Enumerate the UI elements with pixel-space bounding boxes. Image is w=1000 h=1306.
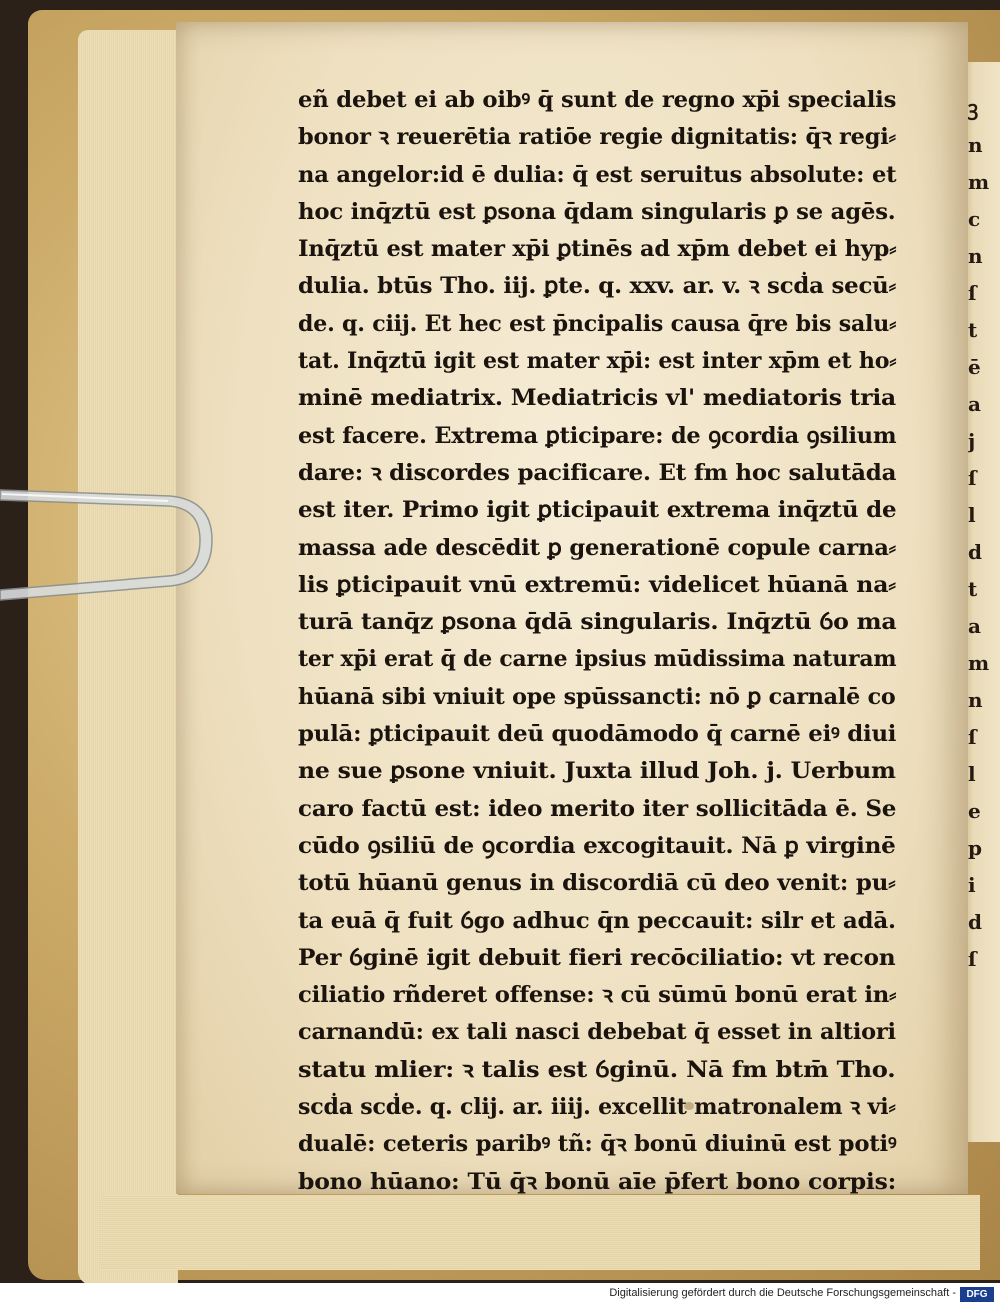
text-line: carnandū: ex tali nasci debebat q̄ esset in altiori [298, 1019, 896, 1046]
dfg-logo: DFG [960, 1287, 994, 1302]
text-line: est iter. Primo igit ꝑticipauit extrema inq̄ztū de [298, 497, 897, 524]
facing-page-fragment: n [968, 688, 983, 712]
text-line: Inq̄ztū est mater xp̄i ꝑtinēs ad xp̄m debet ei hyp⸗ [298, 236, 897, 263]
text-line: pulā: ꝑticipauit deū quodāmodo q̄ carnē eiꝰ diui [298, 721, 897, 748]
facing-page-fragment: i [968, 873, 976, 897]
facing-page-text [968, 90, 1000, 990]
facing-page-fragment: n [968, 133, 983, 157]
facing-page-fragment: ſ [968, 466, 977, 490]
facing-page-fragment: a [968, 392, 981, 416]
text-line: massa ade descēdit ꝑ generationē copule carna⸗ [298, 534, 896, 561]
text-line: totū hūanū genus in discordiā cū deo venit: pu⸗ [298, 870, 896, 897]
text-line: scḋa scḋe. q. clij. ar. iiij. excellit matronalem ꝛ vi⸗ [298, 1094, 896, 1121]
text-line: ta euā q̄ fuit ỽgo adhuc q̄n peccauit: silr et adā. [298, 907, 896, 934]
facing-page-fragment: d [968, 910, 982, 934]
text-line: bonor ꝛ reuerētia ratiōe regie dignitatis: q̄ꝛ regi⸗ [298, 124, 896, 151]
facing-page-fragment: l [968, 503, 976, 527]
facing-page-fragment: n [968, 244, 983, 268]
facing-page-fragment: ſ [968, 281, 977, 305]
text-line: eñ debet ei ab oibꝰ q̄ sunt de regno xp̄i specialis [298, 87, 897, 113]
facing-page-fragment: ē [968, 355, 981, 379]
text-line: lis ꝑticipauit vnū extremū: videlicet hūanā na⸗ [298, 571, 896, 598]
facing-page-fragment: m [968, 651, 990, 675]
text-line: dulia. btūs Tho. iij. ꝑte. q. xxv. ar. v. ꝛ scḋa secū⸗ [298, 273, 896, 300]
text-line: tat. Inq̄ztū igit est mater xp̄i: est inter xp̄m et ho⸗ [298, 348, 897, 375]
facing-page-fragment: t [968, 577, 978, 601]
facing-page-fragment: j [968, 429, 976, 453]
footer-credit: Digitalisierung gefördert durch die Deutsche Forschungsgemeinschaft - [609, 1287, 956, 1299]
facing-page-fragment: d [968, 540, 982, 564]
text-line: ter xp̄i erat q̄ de carne ipsius mūdissima naturam [298, 646, 897, 673]
page-edges-left [78, 30, 178, 1283]
text-line: hūanā sibi vniuit ope spūssancti: nō ꝑ carnalē co [298, 683, 896, 710]
footer-bar [0, 1283, 1000, 1306]
text-line: caro factū est: ideo merito iter sollicitāda ē. Se [298, 795, 897, 822]
facing-page-fragment: c [968, 207, 981, 231]
text-line: bono hūano: Tū q̄ꝛ bonū aīe p̄fert bono corpis: [298, 1168, 897, 1195]
facing-page-fragment: a [968, 614, 981, 638]
text-line: turā tanq̄z ꝑsona q̄dā singularis. Inq̄ztū ỽo ma [298, 609, 897, 636]
facing-page-fragment: t [968, 318, 978, 342]
plastic-clip-icon [0, 482, 215, 604]
text-line: ciliatio rñderet offense: ꝛ cū sūmū bonū erat in⸗ [298, 982, 897, 1009]
facing-page-fragment: ꝫ [968, 96, 979, 120]
facing-page-fragment: m [968, 170, 990, 194]
text-line: de. q. ciij. Et hec est p̄ncipalis causa q̄re bis salu⸗ [298, 310, 897, 337]
text-line: statu mlier: ꝛ talis est ỽginū. Nā fm btm̄ Tho. [298, 1056, 896, 1083]
printed-text-block [298, 82, 898, 1201]
facing-page-fragment: ſ [968, 725, 977, 749]
text-line: dualē: ceteris paribꝰ tñ: q̄ꝛ bonū diuinū est potiꝰ [298, 1131, 897, 1158]
text-line: ne sue ꝑsone vniuit. Juxta illud Joh. j. Uerbum [298, 758, 896, 785]
facing-page-fragment: p [968, 836, 982, 860]
facing-page-fragment: l [968, 762, 976, 786]
facing-page-fragment: e [968, 799, 981, 823]
text-line: hoc inq̄ztū est ꝑsona q̄dam singularis ꝑ se agēs. [298, 198, 896, 225]
facing-page-fragment: ſ [968, 947, 977, 971]
text-line: minē mediatrix. Mediatricis vl' mediatoris tria [298, 385, 896, 412]
text-line: Per ỽginē igit debuit fieri recōciliatio: vt recon [298, 944, 896, 971]
text-line: cūdo ꝯsiliū de ꝯcordia excogitauit. Nā ꝑ virginē [298, 832, 896, 859]
text-line: est facere. Extrema ꝑticipare: de ꝯcordia ꝯsilium [298, 422, 897, 449]
text-line: na angelor:id ē dulia: q̄ est seruitus absolute: et [298, 161, 897, 188]
page-edges-bottom [100, 1195, 980, 1270]
text-line: dare: ꝛ discordes pacificare. Et fm hoc salutāda [298, 459, 897, 486]
